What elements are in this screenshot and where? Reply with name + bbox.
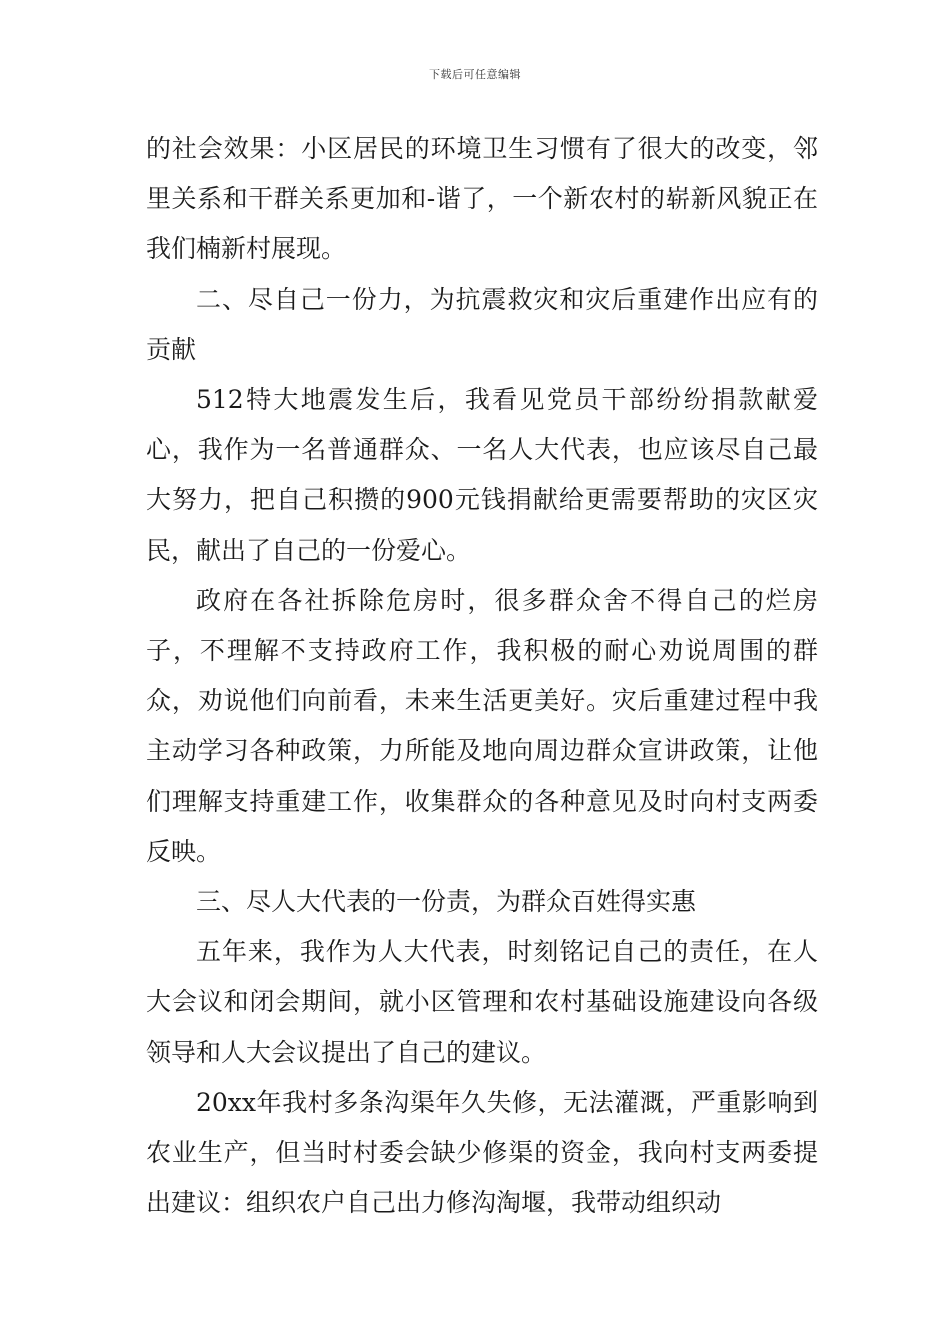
paragraph-7: 20xx年我村多条沟渠年久失修，无法灌溉，严重影响到农业生产，但当时村委会缺少修渠的资金，我向村支两委提出建议：组织农户自己出力修沟淘堰，我带动组织动 xyxy=(146,1087,818,1218)
document-body xyxy=(146,124,818,1228)
paragraph-2-heading: 二、尽自己一份力，为抗震救灾和灾后重建作出应有的贡献 xyxy=(146,284,818,364)
paragraph-5-heading: 三、尽人大代表的一份责，为群众百姓得实惠 xyxy=(196,887,697,917)
paragraph-4: 政府在各社拆除危房时，很多群众舍不得自己的烂房子，不理解不支持政府工作，我积极的耐心劝说周围的群众，劝说他们向前看，未来生活更美好。灾后重建过程中我主动学习各种政策，力所能及地向周边群众宣讲政策，让他们理解支持重建工作，收集群众的各种意见及时向村支两委反映。 xyxy=(146,585,818,866)
page-header: 下载后可任意编辑 xyxy=(429,68,521,81)
paragraph-6: 五年来，我作为人大代表，时刻铭记自己的责任，在人大会议和闭会期间，就小区管理和农村基础设施建设向各级领导和人大会议提出了自己的建议。 xyxy=(146,937,818,1067)
paragraph-3: 512特大地震发生后，我看见党员干部纷纷捐款献爱心，我作为一名普通群众、一名人大代表，也应该尽自己最大努力，把自己积攒的900元钱捐献给更需要帮助的灾区灾民，献出了自己的一份爱心。 xyxy=(146,385,818,565)
paragraph-1: 的社会效果：小区居民的环境卫生习惯有了很大的改变，邻里关系和干群关系更加和-谐了，一个新农村的崭新风貌正在我们楠新村展现。 xyxy=(146,134,818,264)
